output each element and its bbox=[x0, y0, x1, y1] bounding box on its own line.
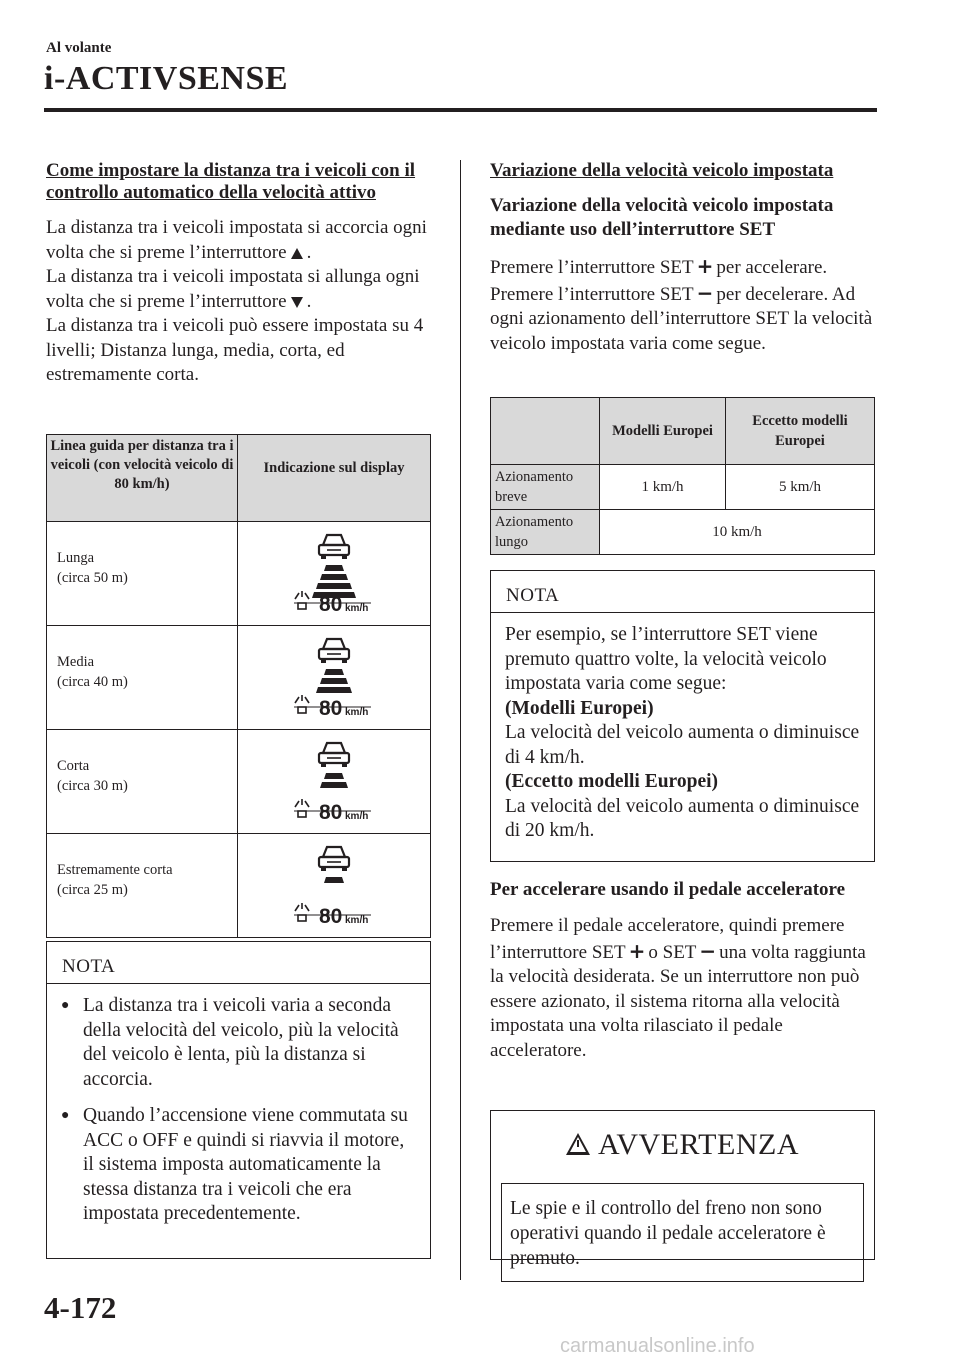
distance-display-icon bbox=[239, 627, 429, 728]
list-item bbox=[61, 994, 416, 1092]
note-box-distance bbox=[46, 941, 431, 1259]
table-row bbox=[47, 522, 431, 626]
distance-bar bbox=[320, 574, 348, 580]
plus-icon: + bbox=[628, 938, 646, 963]
note-title: NOTA bbox=[47, 942, 430, 984]
paragraph-accelerator bbox=[490, 914, 876, 1063]
row-label-name: Estremamente corta bbox=[57, 862, 173, 878]
table-header-european: Modelli Europei bbox=[600, 398, 726, 465]
warning-title: AVVERTENZA bbox=[598, 1128, 799, 1161]
distance-bar bbox=[316, 687, 352, 693]
radar-cruise-icon bbox=[295, 903, 309, 921]
paragraph-lengthen-text: La distanza tra i veicoli impostata si allunga ogni volta che si preme l’interruttore bbox=[46, 266, 420, 312]
table-row bbox=[47, 730, 431, 834]
page-number: 4-172 bbox=[44, 1290, 117, 1325]
paragraph-shorten-text: La distanza tra i veicoli impostata si accorcia ogni volta che si preme l’interruttore bbox=[46, 217, 427, 263]
row-label bbox=[47, 730, 238, 834]
row-label bbox=[47, 626, 238, 730]
table-header-guideline: Linea guida per distanza tra i veicoli (con velocità veicolo di 80 km/h) bbox=[47, 435, 238, 522]
speed-value: 80 bbox=[319, 801, 343, 824]
radar-cruise-icon bbox=[295, 695, 309, 713]
table-header-display: Indicazione sul display bbox=[238, 435, 431, 522]
bullet-icon: ● bbox=[61, 998, 70, 1013]
distance-bar bbox=[320, 678, 348, 684]
distance-display-graphic bbox=[239, 835, 429, 931]
bullet-text: La distanza tra i veicoli varia a seconda della velocità del veicolo, più la velocità del veicolo è lenta, più la distanza si accorcia. bbox=[83, 995, 399, 1090]
row-label-name: Corta bbox=[57, 758, 90, 774]
minus-icon: − bbox=[699, 938, 717, 963]
table-row bbox=[47, 626, 431, 730]
distance-display-graphic bbox=[239, 523, 429, 619]
note-box-speed bbox=[490, 570, 875, 862]
paragraph-lengthen-end: . bbox=[306, 290, 312, 312]
car-rear-icon bbox=[319, 535, 349, 559]
distance-table bbox=[46, 434, 431, 938]
note-body bbox=[491, 613, 874, 844]
row-label-distance: (circa 50 m) bbox=[57, 570, 128, 586]
column-divider bbox=[460, 160, 461, 1280]
table-header-empty bbox=[491, 398, 600, 465]
distance-display-icon bbox=[239, 523, 429, 624]
table-cell: 5 km/h bbox=[726, 465, 875, 510]
paragraph-levels: La distanza tra i veicoli può essere impostata su 4 livelli; Distanza lunga, media, corta, ed estremamente corta. bbox=[46, 315, 424, 385]
speed-table bbox=[490, 397, 875, 555]
note-line: La velocità del veicolo aumenta o diminuisce di 20 km/h. bbox=[505, 795, 860, 841]
speed-value: 80 bbox=[319, 593, 343, 616]
distance-bar bbox=[316, 583, 352, 589]
watermark: carmanualsonline.info bbox=[560, 1335, 755, 1357]
display-cell bbox=[238, 522, 431, 626]
paragraph-set-switch bbox=[490, 254, 876, 356]
warning-box bbox=[490, 1110, 875, 1269]
row-label: Azionamento breve bbox=[491, 465, 600, 510]
bullet-icon: ● bbox=[61, 1108, 70, 1123]
warning-header bbox=[491, 1111, 874, 1183]
distance-bar bbox=[324, 669, 344, 675]
accelerator-heading: Per accelerare usando il pedale acceleratore bbox=[490, 879, 846, 900]
set-text-c: per decelerare. Ad ogni azionamento dell’interruttore SET la velocità veicolo impostata varia come segue. bbox=[490, 283, 873, 354]
page-title: i-ACTIVSENSE bbox=[44, 60, 289, 97]
note-line: Per esempio, se l’interruttore SET viene premuto quattro volte, la velocità veicolo impostata varia come segue: bbox=[505, 624, 827, 694]
display-cell bbox=[238, 834, 431, 938]
speed-unit: km/h bbox=[345, 811, 369, 822]
table-cell: 1 km/h bbox=[600, 465, 726, 510]
warning-text: Le spie e il controllo del freno non sono operativi quando il pedale acceleratore è premuto. bbox=[501, 1183, 864, 1282]
distance-bar bbox=[324, 565, 344, 571]
row-label bbox=[47, 834, 238, 938]
speed-unit: km/h bbox=[345, 915, 369, 926]
speed-unit: km/h bbox=[345, 707, 369, 718]
acc-text-c: una volta raggiunta la velocità desiderata. Se un interruttore non può essere azionato, il sistema ritorna alla velocità impostata una volta rilasciato il pedale acceleratore. bbox=[490, 941, 866, 1061]
right-lower bbox=[490, 878, 876, 1063]
paragraph-shorten-end: . bbox=[306, 241, 312, 263]
display-cell bbox=[238, 730, 431, 834]
down-arrow-icon bbox=[291, 297, 303, 308]
paragraph-lengthen bbox=[46, 265, 432, 314]
set-text-b: per accelerare. Premere l’interruttore SET bbox=[490, 257, 828, 305]
distance-display-graphic bbox=[239, 627, 429, 723]
table-row bbox=[47, 834, 431, 938]
list-item bbox=[61, 1104, 416, 1227]
plus-icon: + bbox=[696, 254, 714, 278]
car-rear-icon bbox=[319, 639, 349, 663]
row-label-distance: (circa 30 m) bbox=[57, 778, 128, 794]
row-label-distance: (circa 25 m) bbox=[57, 882, 128, 898]
distance-heading: Come impostare la distanza tra i veicoli con il controllo automatico della velocità attivo bbox=[46, 160, 416, 203]
radar-cruise-icon bbox=[295, 799, 309, 817]
note-bold-label: (Eccetto modelli Europei) bbox=[505, 771, 719, 792]
row-label bbox=[47, 522, 238, 626]
row-label: Azionamento lungo bbox=[491, 510, 600, 555]
speed-change-subheading: Variazione della velocità veicolo impostata mediante uso dell’interruttore SET bbox=[490, 195, 834, 240]
row-label-distance: (circa 40 m) bbox=[57, 674, 128, 690]
bullet-text: Quando l’accensione viene commutata su ACC o OFF e quindi si riavvia il motore, il sistema imposta automaticamente la stessa distanza tra i veicoli che era impostata precedentemente. bbox=[83, 1105, 408, 1224]
note-title: NOTA bbox=[491, 571, 874, 613]
distance-bar bbox=[324, 877, 344, 883]
acc-text-a: Premere il pedale acceleratore, quindi premere l’interruttore SET bbox=[490, 915, 845, 963]
note-bold-label: (Modelli Europei) bbox=[505, 697, 654, 719]
note-body bbox=[47, 984, 430, 1227]
car-rear-icon bbox=[319, 847, 349, 871]
section-label: Al volante bbox=[46, 40, 112, 56]
right-column bbox=[490, 160, 876, 356]
paragraph-shorten bbox=[46, 216, 432, 265]
distance-display-graphic bbox=[239, 731, 429, 827]
note-line: La velocità del veicolo aumenta o diminuisce di 4 km/h. bbox=[505, 722, 860, 768]
table-header-non-european: Eccetto modelli Europei bbox=[726, 398, 875, 465]
distance-display-icon bbox=[239, 731, 429, 832]
minus-icon: − bbox=[696, 280, 714, 305]
warning-icon bbox=[566, 1133, 590, 1155]
distance-bar bbox=[324, 773, 344, 779]
speed-value: 80 bbox=[319, 905, 343, 928]
header-rule bbox=[44, 108, 877, 112]
speed-unit: km/h bbox=[345, 603, 369, 614]
speed-value: 80 bbox=[319, 697, 343, 720]
row-label-name: Lunga bbox=[57, 550, 95, 566]
up-arrow-icon bbox=[291, 248, 303, 259]
car-rear-icon bbox=[319, 743, 349, 767]
radar-cruise-icon bbox=[295, 591, 309, 609]
left-column bbox=[46, 160, 432, 388]
row-label-name: Media bbox=[57, 654, 95, 670]
set-text-a: Premere l’interruttore SET bbox=[490, 257, 694, 278]
table-row bbox=[491, 510, 875, 555]
table-row bbox=[491, 465, 875, 510]
distance-bar bbox=[320, 782, 348, 788]
display-cell bbox=[238, 626, 431, 730]
table-cell: 10 km/h bbox=[600, 510, 875, 555]
acc-text-b: o SET bbox=[648, 941, 697, 963]
distance-display-icon bbox=[239, 835, 429, 936]
speed-change-heading: Variazione della velocità veicolo impostata bbox=[490, 160, 834, 181]
